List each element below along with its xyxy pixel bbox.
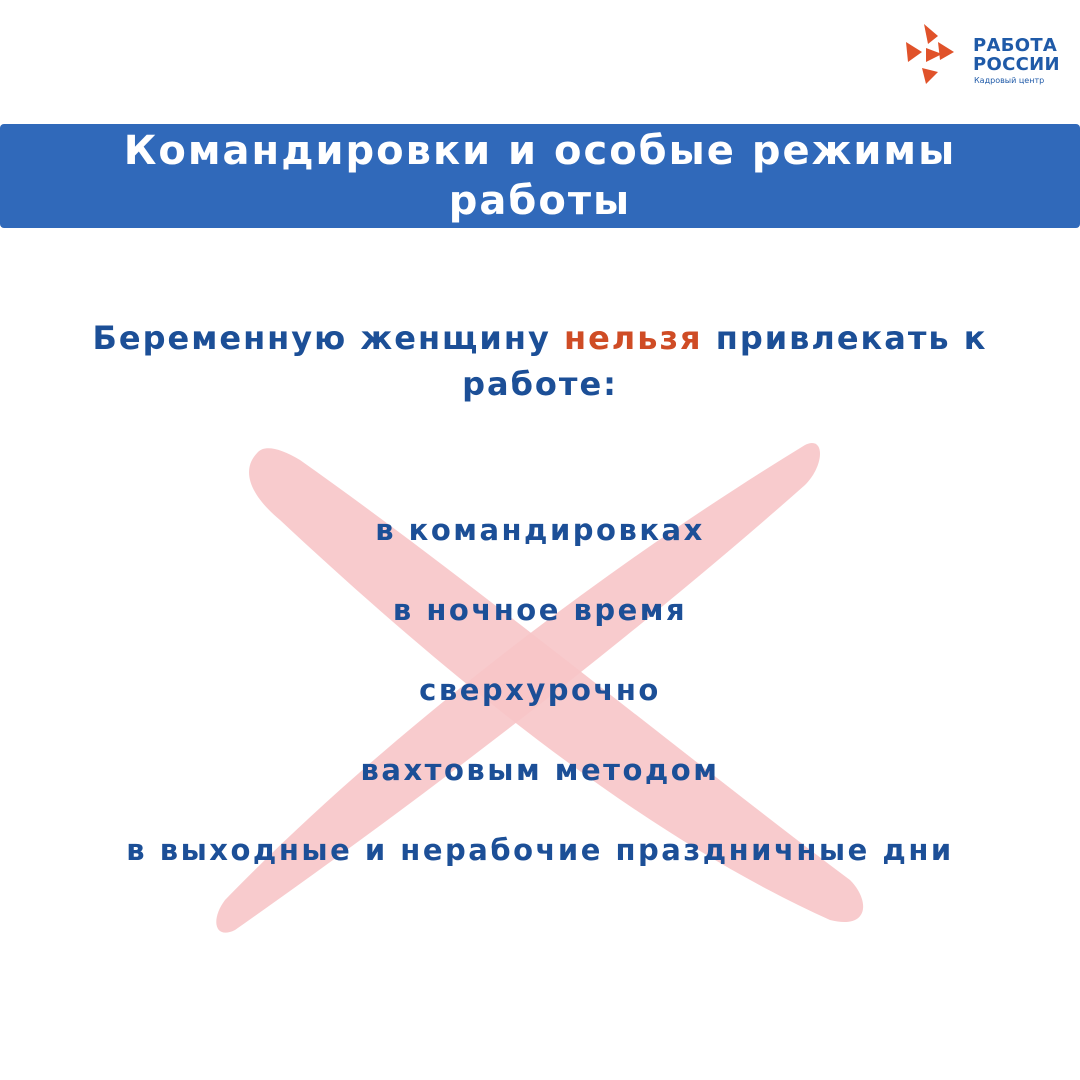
lead-text [40,315,1040,407]
logo [902,22,1072,92]
lead-text-before: Беременную женщину [92,319,564,357]
lead-text-after: привлекать к работе: [462,319,988,403]
restriction-list [0,505,1080,905]
list-item: в выходные и нерабочие праздничные дни [126,833,954,867]
logo-text-line2: РОССИИ [973,54,1060,75]
arrows-logo-icon [902,22,968,88]
title-banner [0,124,1080,228]
list-item: в командировках [375,513,705,547]
list-item: вахтовым методом [360,753,720,787]
lead-accent-word: нельзя [563,319,703,357]
list-item: сверхурочно [419,673,661,707]
page-title: Командировки и особые режимы работы [123,128,957,224]
logo-subtitle: Кадровый центр [974,76,1045,85]
logo-text-line1: РАБОТА [973,35,1058,56]
list-item: в ночное время [392,593,688,627]
